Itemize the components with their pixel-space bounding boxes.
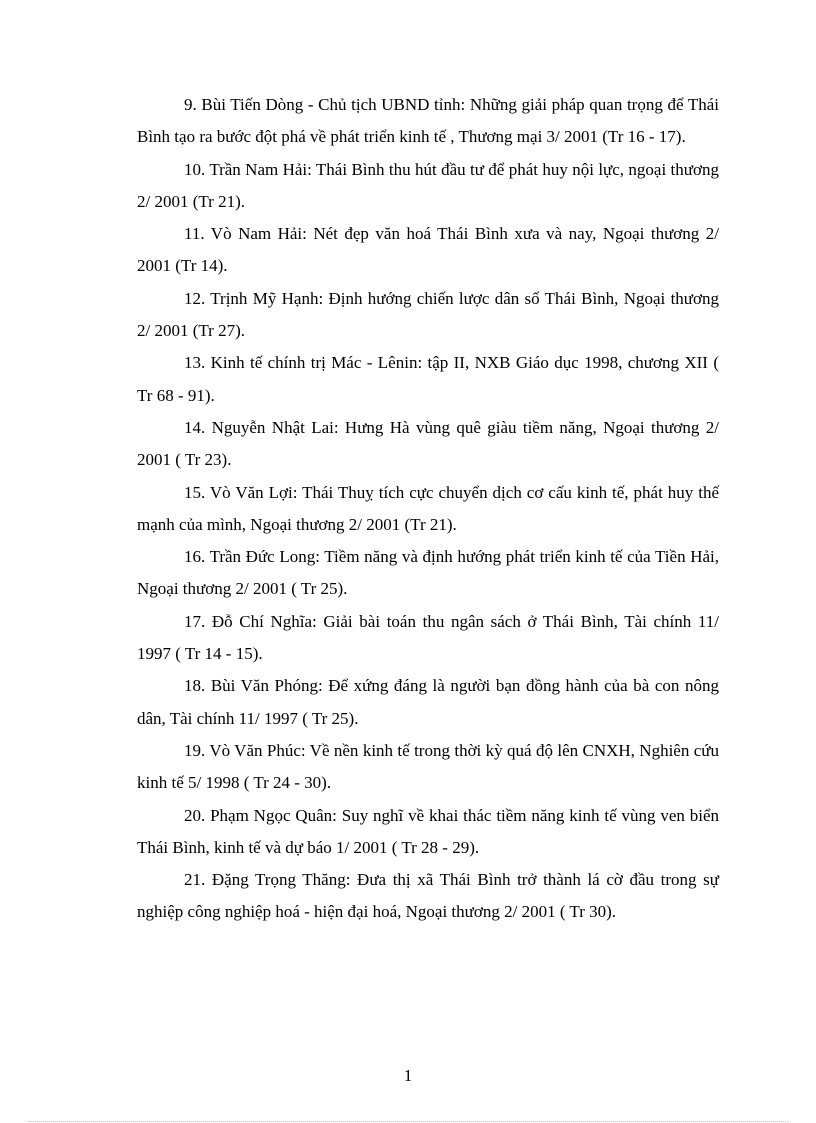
reference-item-14: 14. Nguyễn Nhật Lai: Hưng Hà vùng quê giàu tiềm năng, Ngoại thương 2/ 2001 ( Tr 23).	[137, 417, 719, 470]
page-number: 1	[403, 1066, 413, 1085]
reference-item-10: 10. Trần Nam Hải: Thái Bình thu hút đầu tư để phát huy nội lực, ngoại thương 2/ 2001 (Tr 21).	[137, 159, 719, 211]
reference-item-11: 11. Vò Nam Hải: Nét đẹp văn hoá Thái Bình xưa và nay, Ngoại thương 2/ 2001 (Tr 14).	[137, 224, 719, 276]
reference-item-15: 15. Vò Văn Lợi: Thái Thuỵ tích cực chuyển dịch cơ cấu kinh tế, phát huy thế mạnh của mình, Ngoại thương 2/ 2001 (Tr 21).	[137, 482, 719, 534]
reference-item-17: 17. Đỗ Chí Nghĩa: Giải bài toán thu ngân sách ở Thái Bình, Tài chính 11/ 1997 ( Tr 14 - 15).	[137, 611, 719, 664]
reference-item-21: 21. Đặng Trọng Thăng: Đưa thị xã Thái Bình trở thành lá cờ đầu trong sự nghiệp công nghiệp hoá - hiện đại hoá, Ngoại thương 2/ 2001 ( Tr 30).	[137, 870, 719, 922]
reference-item-9: 9. Bùi Tiến Dòng - Chủ tịch UBND tỉnh: Những giải pháp quan trọng để Thái Bình tạo ra bước đột phá về phát triển kinh tế , Thương mại 3/ 2001 (Tr 16 - 17).	[137, 95, 719, 147]
reference-item-13: 13. Kinh tế chính trị Mác - Lênin: tập II, NXB Giáo dục 1998, chương XII ( Tr 68 - 91).	[137, 353, 719, 405]
reference-item-12: 12. Trịnh Mỹ Hạnh: Định hướng chiến lược dân số Thái Bình, Ngoại thương 2/ 2001 (Tr 27).	[137, 288, 719, 341]
reference-item-16: 16. Trần Đức Long: Tiềm năng và định hướng phát triển kinh tế của Tiền Hải, Ngoại thương 2/ 2001 ( Tr 25).	[137, 547, 719, 599]
reference-item-19: 19. Vò Văn Phúc: Về nền kinh tế trong thời kỳ quá độ lên CNXH, Nghiên cứu kinh tế 5/ 1998 ( Tr 24 - 30).	[137, 740, 719, 793]
reference-item-18: 18. Bùi Văn Phóng: Để xứng đáng là người bạn đồng hành của bà con nông dân, Tài chính 11/ 1997 ( Tr 25).	[137, 676, 719, 728]
reference-list	[137, 89, 719, 929]
reference-item-20: 20. Phạm Ngọc Quân: Suy nghĩ về khai thác tiềm năng kinh tế vùng ven biển Thái Bình, kinh tế và dự báo 1/ 2001 ( Tr 28 - 29).	[137, 805, 719, 857]
page-bottom-divider	[28, 1121, 788, 1122]
